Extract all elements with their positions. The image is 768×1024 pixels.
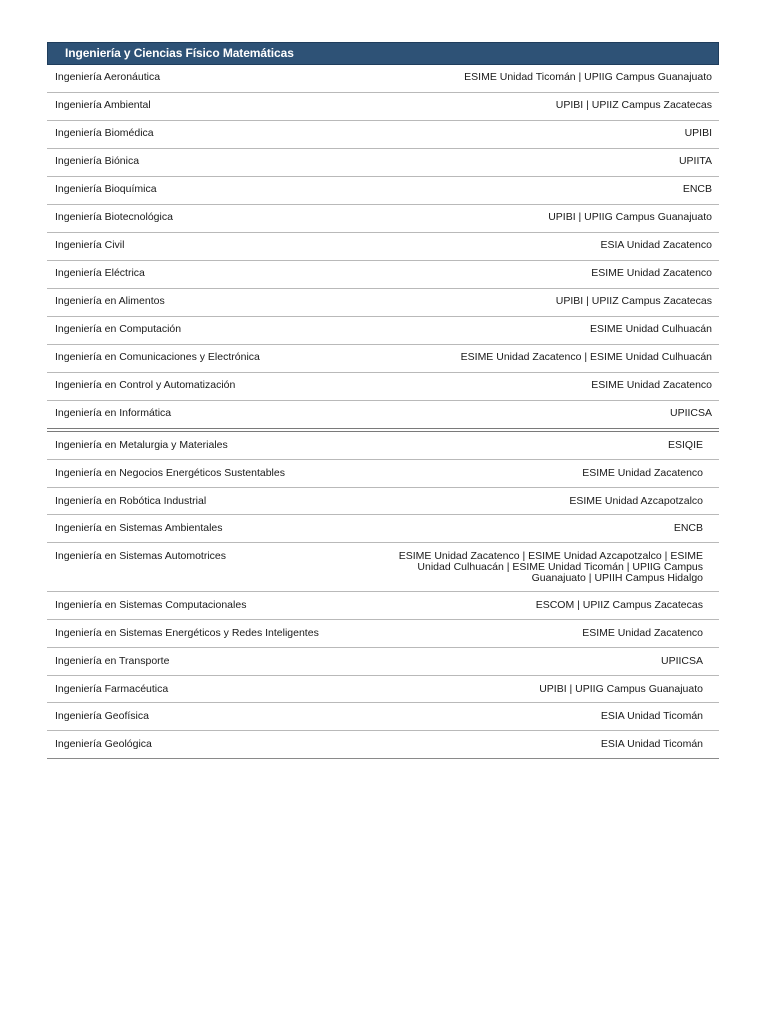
table-row (47, 93, 719, 121)
program-name: Ingeniería en Sistemas Energéticos y Redes Inteligentes (55, 626, 319, 639)
table-row (47, 543, 719, 592)
table-row (47, 261, 719, 289)
table-row (47, 676, 719, 704)
campus-list: ESIME Unidad Culhuacán (590, 323, 712, 335)
table-row (47, 177, 719, 205)
table-row (47, 317, 719, 345)
program-name: Ingeniería Biotecnológica (55, 211, 173, 223)
table-row (47, 401, 719, 429)
program-name: Ingeniería Civil (55, 239, 125, 251)
table-row (47, 149, 719, 177)
program-name: Ingeniería en Metalurgia y Materiales (55, 439, 228, 451)
program-name: Ingeniería Biomédica (55, 127, 154, 139)
campus-list: ESIME Unidad Ticomán | UPIIG Campus Guanajuato (464, 71, 712, 83)
programs-table (47, 42, 719, 759)
program-name: Ingeniería Aeronáutica (55, 71, 161, 83)
table-row (47, 488, 719, 516)
campus-list: ENCB (682, 183, 712, 195)
table-row (47, 432, 719, 460)
program-name: Ingeniería Ambiental (55, 99, 151, 111)
program-name: Ingeniería en Robótica Industrial (55, 494, 207, 507)
program-name: Ingeniería Eléctrica (55, 267, 145, 279)
campus-list: ESIME Unidad Zacatenco (591, 379, 712, 391)
table-section-1 (47, 65, 719, 429)
campus-list: ENCB (673, 522, 703, 535)
campus-list: ESIA Unidad Ticomán (600, 710, 703, 723)
program-name: Ingeniería Biónica (55, 155, 140, 167)
campus-list: ESIA Unidad Zacatenco (600, 239, 712, 251)
campus-list: ESIME Unidad Zacatenco (582, 466, 703, 479)
campus-list: ESIME Unidad Zacatenco | ESIME Unidad Azcapotzalco | ESIME Unidad Culhuacán | ESIME Unidad Ticomán | UPIIG Campus Guanajuato | UPIIH Campus Hidalgo (398, 550, 703, 585)
campus-list: ESIA Unidad Ticomán (600, 738, 703, 751)
table-row (47, 345, 719, 373)
table-row (47, 233, 719, 261)
program-name: Ingeniería Farmacéutica (55, 682, 169, 695)
program-name: Ingeniería Geofísica (55, 710, 149, 723)
program-name: Ingeniería en Control y Automatización (55, 379, 236, 391)
table-row (47, 460, 719, 488)
program-name: Ingeniería en Computación (55, 323, 182, 335)
program-name: Ingeniería en Alimentos (55, 295, 165, 307)
program-name: Ingeniería en Transporte (55, 654, 170, 667)
campus-list: ESIQIE (667, 439, 703, 451)
campus-list: UPIBI | UPIIG Campus Guanajuato (548, 211, 712, 223)
table-row (47, 515, 719, 543)
program-name: Ingeniería en Sistemas Ambientales (55, 522, 223, 535)
table-row (47, 121, 719, 149)
campus-list: ESIME Unidad Zacatenco (582, 626, 703, 639)
table-section-2 (47, 432, 719, 759)
program-name: Ingeniería Geológica (55, 738, 152, 751)
campus-list: UPIBI | UPIIZ Campus Zacatecas (555, 295, 712, 307)
table-row (47, 620, 719, 648)
campus-list: ESIME Unidad Zacatenco (591, 267, 712, 279)
table-row (47, 373, 719, 401)
program-name: Ingeniería en Negocios Energéticos Sustentables (55, 466, 285, 479)
campus-list: ESIME Unidad Azcapotzalco (569, 494, 703, 507)
program-name: Ingeniería en Sistemas Automotrices (55, 550, 227, 563)
campus-list: ESIME Unidad Zacatenco | ESIME Unidad Culhuacán (460, 351, 712, 363)
campus-list: UPIBI (684, 127, 712, 139)
table-header: Ingeniería y Ciencias Físico Matemáticas (47, 42, 719, 65)
table-row (47, 289, 719, 317)
campus-list: UPIITA (678, 155, 712, 167)
table-row (47, 205, 719, 233)
campus-list: UPIBI | UPIIG Campus Guanajuato (539, 682, 703, 695)
table-row (47, 731, 719, 759)
campus-list: UPIICSA (660, 654, 703, 667)
table-row (47, 65, 719, 93)
campus-list: ESCOM | UPIIZ Campus Zacatecas (535, 599, 703, 612)
program-name: Ingeniería en Comunicaciones y Electrónica (55, 351, 260, 363)
table-row (47, 648, 719, 676)
table-row (47, 703, 719, 731)
campus-list: UPIICSA (669, 407, 712, 419)
campus-list: UPIBI | UPIIZ Campus Zacatecas (555, 99, 712, 111)
program-name: Ingeniería en Informática (55, 407, 172, 419)
table-row (47, 592, 719, 620)
program-name: Ingeniería en Sistemas Computacionales (55, 599, 247, 612)
program-name: Ingeniería Bioquímica (55, 183, 157, 195)
